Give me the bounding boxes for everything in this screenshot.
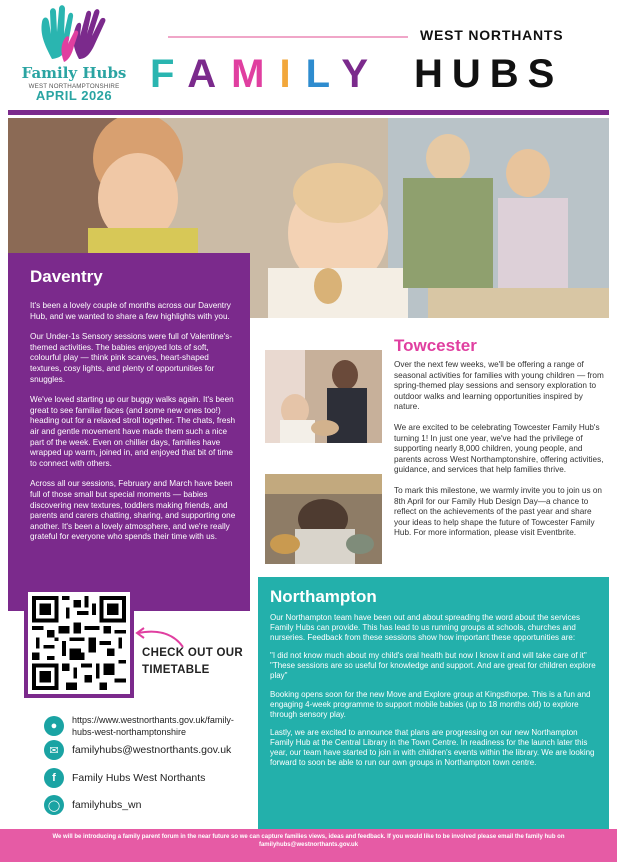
- title-letter: I: [279, 52, 306, 96]
- northampton-quotes: "I did not know much about my child's oral health but now I know it and will take care of it" "These sessions are so useful for knowledge and support. And are great for children explore play": [270, 651, 596, 681]
- towcester-body: [394, 360, 606, 549]
- daventry-paragraph: We've loved starting up our buggy walks again. It's been great to see familiar faces (and some new ones too!) heading out for a relaxed stroll together. The chats, fresh air and gentle movement have made them such a nice part of the week. Even on chillier days, families have wrapped up warm, joined in, and enjoyed that bit of time to connect with others.: [30, 395, 236, 468]
- email-icon: ✉: [44, 740, 64, 760]
- title-family: [150, 54, 383, 94]
- header-rule: [8, 110, 609, 115]
- northampton-paragraph: Our Northampton team have been out and about spreading the word about the services Family Hubs can provide. This has lead to us running groups at schools, churches and nurseries. Feedback from these sessions show how important these opportunities are:: [270, 613, 580, 643]
- website-link[interactable]: https://www.westnorthants.gov.uk/family-hubs-west-northamptonshire: [72, 715, 234, 737]
- towcester-paragraph: To mark this milestone, we warmly invite you to join us on 8th April for our Family Hub Design Day—a chance to reflect on the achievements of the past year and share your ideas to help shape the future of Towcester Family Hub. For more information, please visit Eventbrite.: [394, 485, 602, 538]
- title-letter: M: [231, 52, 280, 96]
- facebook-link[interactable]: Family Hubs West Northants: [72, 772, 206, 784]
- towcester-photo-1: [265, 350, 382, 443]
- email-link[interactable]: familyhubs@westnorthants.gov.uk: [72, 744, 232, 756]
- facebook-icon: f: [44, 768, 64, 788]
- daventry-paragraph: It's been a lovely couple of months across our Daventry Hub, and we wanted to share a few highlights with you.: [30, 301, 231, 321]
- issue-date: APRIL 2026: [35, 88, 113, 103]
- timetable-callout-line2: TIMETABLE: [142, 664, 210, 676]
- title-letter: A: [187, 52, 232, 96]
- timetable-qr-code[interactable]: [24, 588, 134, 698]
- daventry-paragraph: Across all our sessions, February and March have been full of those small but special moments — babies discovering new textures, toddlers making friends, and parents and carers chatting, sharing, and supporting one another. It's been a lovely atmosphere, and we're really grateful for everyone who spends their time with us.: [30, 479, 236, 542]
- instagram-link[interactable]: familyhubs_wn: [72, 799, 142, 811]
- title-hubs: HUBS: [414, 52, 564, 96]
- towcester-paragraph: Over the next few weeks, we'll be offering a range of seasonal activities for families with young children — from spring-themed play sessions and sensory exploration to outdoor walks and learning opportunities inspired by nature.: [394, 360, 604, 412]
- region-title: WEST NORTHANTS: [420, 27, 564, 43]
- instagram-icon: ◯: [44, 795, 64, 815]
- contact-instagram[interactable]: [44, 795, 141, 815]
- daventry-heading: Daventry: [30, 267, 103, 286]
- towcester-photo-2: [265, 474, 382, 564]
- footer-banner: We will be introducing a family parent forum in the near future so we can capture families views, ideas and feedback. If you would like to be involved please email the family hub on familyhubs@westnorthants.gov.uk: [0, 829, 617, 862]
- northampton-heading: Northampton: [270, 587, 377, 606]
- hands-logo-icon: [34, 4, 114, 64]
- logo-subtext: WEST NORTHAMPTONSHIRE: [28, 83, 120, 90]
- logo-text: Family Hubs: [21, 64, 127, 82]
- globe-icon: ●: [44, 716, 64, 736]
- towcester-heading: Towcester: [394, 336, 477, 355]
- daventry-section: [8, 253, 250, 611]
- contact-website[interactable]: [44, 714, 254, 738]
- northampton-section: [258, 577, 609, 831]
- timetable-callout: [142, 645, 243, 679]
- towcester-paragraph: We are excited to be celebrating Towcester Family Hub's turning 1! In just one year, we've had the privilege of supporting nearly 8,000 children, young people, and parents across West Northamptonshire, offering activities, guidance, and services that help families thrive.: [394, 422, 604, 475]
- daventry-paragraph: Our Under-1s Sensory sessions were full of Valentine's-themed activities. The babies enjoyed lots of soft, colourful play — think pink scarves, heart-shaped textures, cosy lights, and plenty of opportunities for snuggles.: [30, 332, 233, 384]
- header-divider: [168, 36, 408, 38]
- qr-code-icon: [32, 596, 126, 690]
- contact-email[interactable]: [44, 740, 231, 760]
- timetable-callout-line1: CHECK OUT OUR: [142, 647, 244, 659]
- title-letter: Y: [341, 52, 384, 96]
- northampton-paragraph: Lastly, we are excited to announce that plans are progressing on our new Northampton Family Hub at the Central Library in the Town Centre. In readiness for the launch later this year, our team have started to join in with children's events within the library. We are looking forward to soon be able to run our own groups in Northampton town centre.: [270, 727, 595, 768]
- contact-facebook[interactable]: [44, 768, 205, 788]
- title-letter: F: [150, 52, 188, 96]
- northampton-paragraph: Booking opens soon for the new Move and Explore group at Kingsthorpe. This is a fun and engaging 4-week programme to support mobile babies (up to 18 months old) to explore through sensory play.: [270, 689, 591, 719]
- title-letter: L: [305, 52, 342, 96]
